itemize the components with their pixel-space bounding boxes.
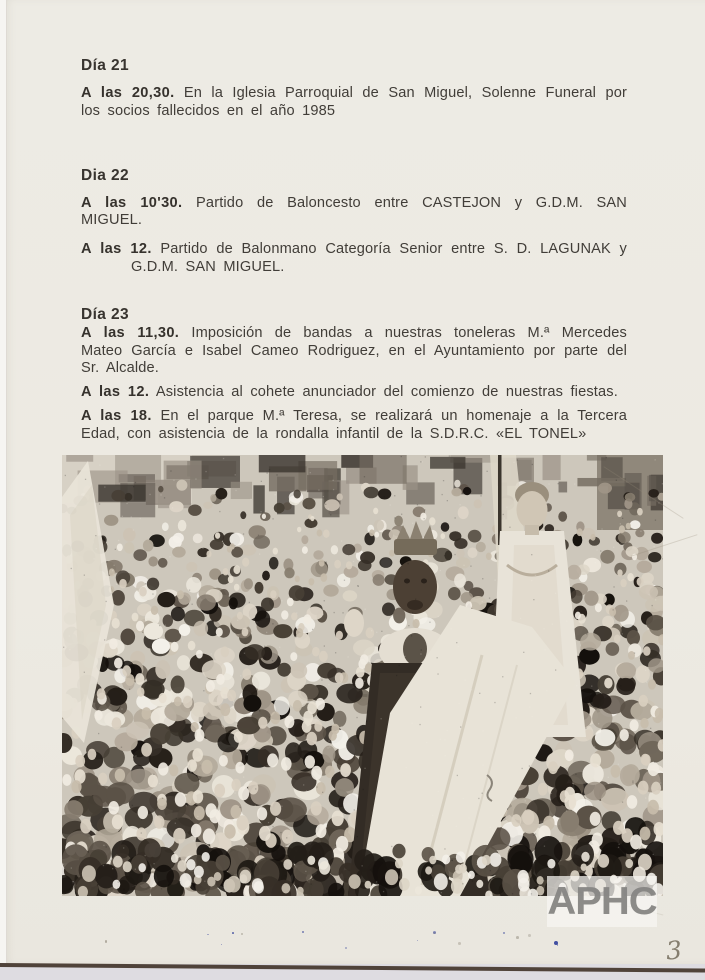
event-text: Imposición de bandas a nuestras toneleras M.ª Mercedes Mateo García e Isabel Cameo Rodriguez, en el Ayuntamiento por parte del Sr. Alcalde. [81,324,628,377]
ink-speck [528,934,531,937]
page-edge [0,963,705,973]
program-text [81,57,627,450]
watermark-text: APHC [547,879,657,923]
event-line [81,85,627,121]
aphc-watermark [547,876,657,927]
event-line [81,408,627,444]
crowd-with-giants-image [62,455,663,896]
event-time: A las 18. [81,407,152,424]
ink-speck [221,944,222,945]
event-text: Asistencia al cohete anunciador del comienzo de nuestras fiestas. [155,384,618,401]
event-text: En la Iglesia Parroquial de San Miguel, Solenne Funeral por los socios fallecidos en el año 1985 [81,85,627,119]
day-heading: Día 23 [81,305,130,323]
ink-speck [554,941,558,945]
day-section-22 [81,167,627,277]
day-heading: Dia 22 [81,166,130,184]
ink-speck [105,940,107,942]
ink-speck [433,931,436,934]
day-section-21 [81,57,627,121]
ink-speck [417,940,418,941]
ink-speck [345,947,348,950]
day-heading: Día 21 [81,57,130,74]
ink-speck [241,933,244,936]
event-text: En el parque M.ª Teresa, se realizará un homenaje a la Tercera Edad, con asistencia de la rondalla infantil de la S.D.R.C. «EL TONEL» [81,407,628,442]
event-time: A las 11,30. [81,324,180,341]
page-number-handwritten: 3 [664,935,684,966]
event-time: A las 20,30. [81,85,175,101]
event-text: Partido de Balonmano Categoría Senior entre S. D. LAGUNAK y G.D.M. SAN MIGUEL. [131,241,628,275]
ink-speck [503,932,504,933]
day-section-23 [81,306,627,444]
event-time: A las 10'30. [81,194,183,211]
event-line [81,325,627,378]
event-time: A las 12. [81,384,150,401]
event-text: Partido de Baloncesto entre CASTEJON y G.D.M. SAN MIGUEL. [81,194,627,229]
event-line [81,241,627,277]
ink-speck [207,934,208,935]
ink-speck [232,932,234,934]
ink-speck [302,931,304,933]
festival-crowd-photo [62,455,663,896]
ink-speck [458,942,461,945]
event-line [81,384,627,402]
ink-speck [516,936,519,939]
event-line [81,195,627,231]
event-time: A las 12. [81,241,152,258]
